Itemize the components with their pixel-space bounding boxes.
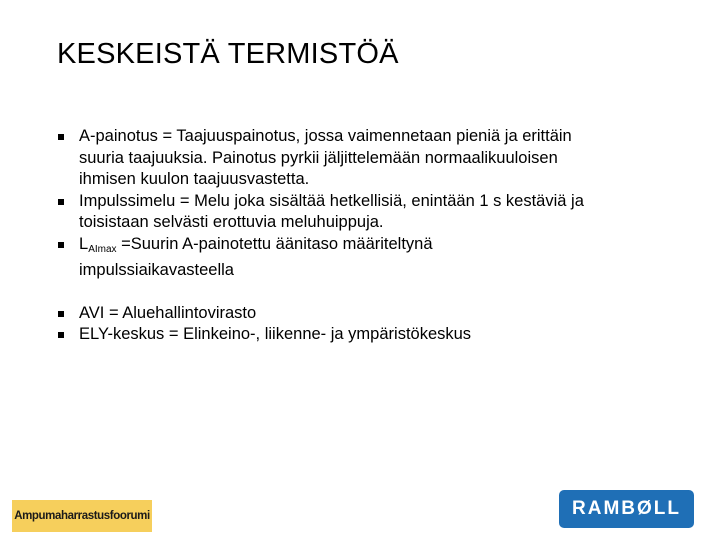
laimax-symbol: L	[79, 234, 89, 253]
bullet-list	[58, 126, 668, 346]
bullet-spacer	[58, 282, 668, 303]
bullet-marker	[58, 311, 64, 317]
bullet-text: AVI = Aluehallintovirasto	[79, 303, 257, 322]
bullet-marker	[58, 134, 64, 140]
bullet-item-laimax	[58, 234, 668, 282]
bullet-marker	[58, 332, 64, 338]
bullet-marker	[58, 199, 64, 205]
slide-title: KESKEISTÄ TERMISTÖÄ	[57, 38, 399, 70]
bullet-text: Impulssimelu = Melu joka sisältää hetkellisiä, enintään 1 s kestäviä ja	[79, 191, 584, 210]
bullet-text: toisistaan selvästi erottuvia meluhuippuja.	[79, 213, 384, 231]
bullet-text: A-painotus = Taajuuspainotus, jossa vaimennetaan pieniä ja erittäin	[79, 127, 572, 145]
bullet-text: impulssiaikavasteella	[79, 261, 234, 279]
bullet-marker	[58, 242, 64, 248]
logo-text: RAMBØLL	[572, 498, 681, 519]
bullet-text: =Suurin A-painotettu äänitaso määriteltynä	[116, 234, 433, 253]
bullet-item-ely	[58, 324, 668, 346]
laimax-subscript: AImax	[88, 243, 117, 255]
ramboll-logo	[559, 490, 694, 528]
bullet-item-impulse-noise	[58, 191, 668, 234]
bullet-text: ELY-keskus = Elinkeino-, liikenne- ja ympäristökeskus	[79, 325, 472, 343]
ampumaharrastusfoorumi-logo	[12, 500, 152, 532]
bullet-item-a-weighting	[58, 126, 668, 191]
bullet-item-avi	[58, 303, 668, 325]
logo-text: Ampumaharrastusfoorumi	[14, 510, 150, 522]
bullet-text: suuria taajuuksia. Painotus pyrkii jäljittelemään normaalikuuloisen	[79, 148, 558, 167]
bullet-text: ihmisen kuulon taajuusvastetta.	[79, 170, 310, 188]
